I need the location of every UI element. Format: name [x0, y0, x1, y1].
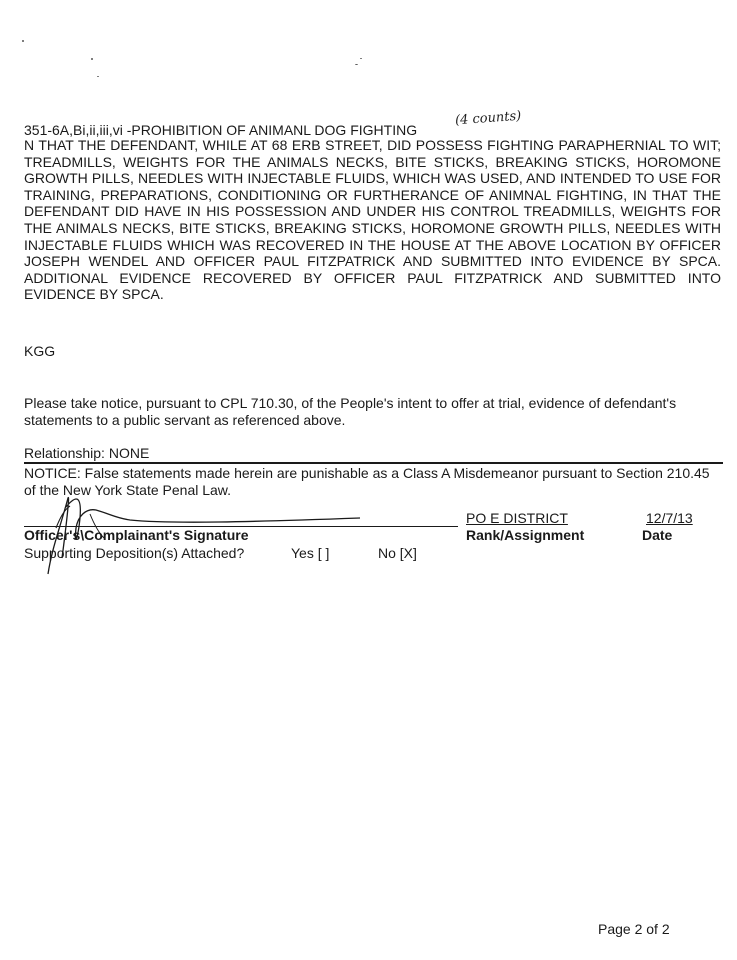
scan-speck	[91, 58, 93, 60]
cpl-notice: Please take notice, pursuant to CPL 710.30, of the People's intent to offer at trial, evidence of defendant's statements to a public servant as referenced above.	[24, 395, 677, 428]
penalty-notice: NOTICE: False statements made herein are punishable as a Class A Misdemeanor pursuant to Section 210.45 of the New York State Penal Law.	[24, 465, 710, 498]
officer-signature	[30, 488, 370, 578]
date-value: 12/7/13	[646, 510, 693, 526]
deposition-question: Supporting Deposition(s) Attached?	[24, 545, 245, 561]
scan-speck	[355, 64, 358, 65]
deposition-no-option: No [X]	[378, 545, 417, 561]
handwritten-count-note: (4 counts)	[454, 108, 522, 129]
rank-value: PO E DISTRICT	[466, 510, 568, 526]
date-label: Date	[642, 527, 673, 543]
scan-speck	[97, 76, 99, 77]
deposition-yes-option: Yes [ ]	[291, 545, 330, 561]
scan-speck	[360, 58, 362, 59]
section-divider	[24, 462, 723, 464]
charge-statute-line: 351-6A,Bi,ii,iii,vi -PROHIBITION OF ANIMANL DOG FIGHTING	[24, 122, 418, 138]
charge-narrative: N THAT THE DEFENDANT, WHILE AT 68 ERB STREET, DID POSSESS FIGHTING PARAPHERNIAL TO WIT; TREADMILLS, WEIGHTS FOR THE ANIMALS NECKS, BITE STICKS, BREAKING STICKS, HOROMONE GROWTH PILLS, NEEDLES WITH INJECTABLE FLUIDS, WHICH WAS USED, AND INTENDED TO USE FOR TRAINING, PREPARATIONS, CONDITIONING OR FURTHERANCE OF ANIMNAL FIGHTING, IN THAT THE DEFENDANT DID HAVE IN HIS POSSESSION AND UNDER HIS CONTROL TREADMILLS, WEIGHTS FOR THE ANIMALS NECKS, BITE STICKS, BREAKING STICKS, HOROMONE GROWTH PILLS, NEEDLES WITH INJECTABLE FLUIDS WHICH WAS RECOVERED IN THE HOUSE AT THE ABOVE LOCATION BY OFFICER JOSEPH WENDEL AND OFFICER PAUL FITZPATRICK AND SUBMITTED INTO EVIDENCE BY SPCA. ADDITIONAL EVIDENCE RECOVERED BY OFFICER PAUL FITZPATRICK AND SUBMITTED INTO EVIDENCE BY SPCA.	[24, 137, 721, 303]
scan-speck	[22, 40, 24, 42]
page-number: Page 2 of 2	[598, 921, 670, 937]
preparer-initials: KGG	[24, 343, 56, 359]
rank-label: Rank/Assignment	[466, 527, 585, 543]
signature-label: Officer's\Complainant's Signature	[24, 527, 249, 543]
relationship-field: Relationship: NONE	[24, 445, 150, 461]
